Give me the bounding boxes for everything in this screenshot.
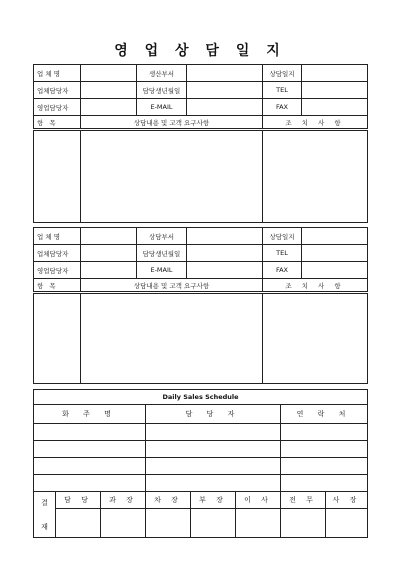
production-dept-label: 생산부서: [137, 65, 187, 82]
company-name-label: 업 체 명: [34, 228, 81, 245]
action-field[interactable]: [263, 293, 368, 384]
consult-date-label: 상담일지: [263, 65, 302, 82]
contact-cell[interactable]: [281, 441, 368, 458]
consult-dept-field[interactable]: [187, 228, 263, 245]
email-label: E-MAIL: [137, 262, 187, 279]
rank-deputy-head: 차 장: [146, 492, 191, 509]
company-name-field[interactable]: [81, 65, 137, 82]
consult-dept-label: 상담부서: [137, 228, 187, 245]
shipper-name-cell[interactable]: [34, 424, 146, 441]
consult-content-field[interactable]: [81, 130, 263, 223]
contact-birthday-label: 담당생년월일: [137, 245, 187, 262]
rank-manager: 과 장: [101, 492, 146, 509]
daily-sales-schedule: [33, 389, 368, 538]
consult-date-label: 상담일지: [263, 228, 302, 245]
approval-label: [34, 492, 56, 538]
shipper-name-cell[interactable]: [34, 458, 146, 475]
signature-box-deputy-head[interactable]: [146, 509, 191, 538]
contact-birthday-label: 담당생년월일: [137, 82, 187, 99]
consult-block-2: [33, 227, 368, 384]
fax-field[interactable]: [302, 99, 368, 116]
person-in-charge-header: 담 당 자: [146, 405, 281, 424]
consult-content-label: 상담내용 및 고객 요구사항: [81, 279, 263, 293]
shipper-name-cell[interactable]: [34, 475, 146, 492]
company-contact-label: 업체담당자: [34, 82, 81, 99]
item-field[interactable]: [34, 130, 81, 223]
form-title: 영 업 상 담 일 지: [114, 43, 286, 59]
consult-date-field[interactable]: [302, 65, 368, 82]
rank-staff: 담 당: [56, 492, 101, 509]
company-contact-label: 업체담당자: [34, 245, 81, 262]
sales-contact-label: 영업담당자: [34, 262, 81, 279]
company-name-label: 업 체 명: [34, 65, 81, 82]
sales-contact-label: 영업담당자: [34, 99, 81, 116]
consult-date-field[interactable]: [302, 228, 368, 245]
contact-cell[interactable]: [281, 424, 368, 441]
company-name-field[interactable]: [81, 228, 137, 245]
signature-box-director[interactable]: [236, 509, 281, 538]
item-label: 항 목: [34, 116, 81, 130]
consult-block-1: [33, 64, 368, 223]
item-label: 항 목: [34, 279, 81, 293]
action-label: 조 치 사 항: [263, 279, 368, 293]
action-label: 조 치 사 항: [263, 116, 368, 130]
fax-label: FAX: [263, 99, 302, 116]
company-contact-field[interactable]: [81, 245, 137, 262]
approval-label-top: 결: [41, 498, 48, 507]
email-field[interactable]: [187, 262, 263, 279]
contact-birthday-field[interactable]: [187, 82, 263, 99]
company-contact-field[interactable]: [81, 82, 137, 99]
contact-birthday-field[interactable]: [187, 245, 263, 262]
daily-schedule-title: Daily Sales Schedule: [34, 390, 368, 405]
signature-box-staff[interactable]: [56, 509, 101, 538]
person-in-charge-cell[interactable]: [146, 441, 281, 458]
signature-box-manager[interactable]: [101, 509, 146, 538]
tel-field[interactable]: [302, 82, 368, 99]
signature-box-executive-director[interactable]: [281, 509, 326, 538]
contact-cell[interactable]: [281, 475, 368, 492]
person-in-charge-cell[interactable]: [146, 475, 281, 492]
email-field[interactable]: [187, 99, 263, 116]
contact-header: 연 락 처: [281, 405, 368, 424]
signature-box-dept-head[interactable]: [191, 509, 236, 538]
consult-content-label: 상담내용 및 고객 요구사항: [81, 116, 263, 130]
tel-field[interactable]: [302, 245, 368, 262]
item-field[interactable]: [34, 293, 81, 384]
rank-executive-director: 전 무: [281, 492, 326, 509]
sales-contact-field[interactable]: [81, 99, 137, 116]
email-label: E-MAIL: [137, 99, 187, 116]
rank-president: 사 장: [326, 492, 368, 509]
fax-label: FAX: [263, 262, 302, 279]
sales-contact-field[interactable]: [81, 262, 137, 279]
person-in-charge-cell[interactable]: [146, 424, 281, 441]
signature-box-president[interactable]: [326, 509, 368, 538]
fax-field[interactable]: [302, 262, 368, 279]
tel-label: TEL: [263, 245, 302, 262]
tel-label: TEL: [263, 82, 302, 99]
shipper-name-header: 화 주 명: [34, 405, 146, 424]
rank-director: 이 사: [236, 492, 281, 509]
person-in-charge-cell[interactable]: [146, 458, 281, 475]
action-field[interactable]: [263, 130, 368, 223]
production-dept-field[interactable]: [187, 65, 263, 82]
consult-content-field[interactable]: [81, 293, 263, 384]
approval-label-bottom: 재: [41, 522, 48, 531]
shipper-name-cell[interactable]: [34, 441, 146, 458]
rank-dept-head: 부 장: [191, 492, 236, 509]
contact-cell[interactable]: [281, 458, 368, 475]
